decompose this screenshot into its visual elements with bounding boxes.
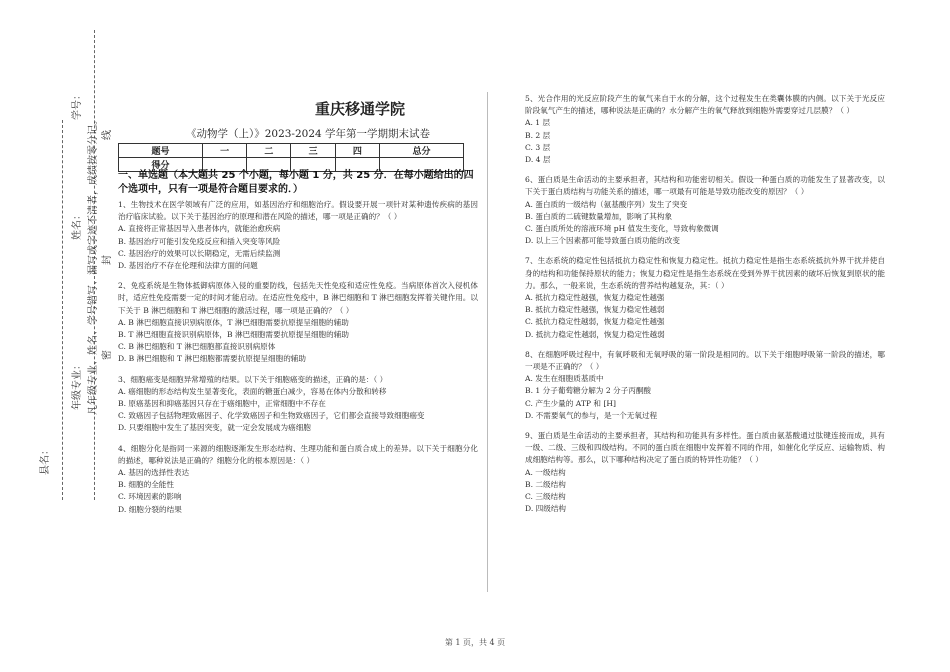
left-column bbox=[118, 169, 478, 524]
answer-option[interactable]: A. 发生在细胞质基质中 bbox=[525, 374, 604, 384]
question-stem: 8、在细胞呼吸过程中，有氧呼吸和无氧呼吸的第一阶段是相同的。以下关于细胞呼吸第一阶段的描述，哪一项是不正确的？（ ） bbox=[525, 349, 885, 372]
score-header-cell: 二 bbox=[247, 144, 291, 158]
answer-option[interactable]: C. 环境因素的影响 bbox=[118, 492, 182, 502]
question-block bbox=[118, 199, 478, 272]
question-stem: 5、光合作用的光反应阶段产生的氧气来自于水的分解，这个过程发生在类囊体膜的内侧。以下关于光反应阶段氧气产生的描述，哪种说法是正确的？水分解产生的氧气释放到细胞外需要穿过几层膜？（ ） bbox=[525, 94, 885, 116]
answer-option[interactable]: A. 基因的选择性表达 bbox=[118, 468, 190, 478]
answer-option[interactable]: D. 以上三个因素都可能导致蛋白质功能的改变 bbox=[525, 236, 680, 246]
right-column bbox=[525, 93, 885, 524]
exam-title: 《动物学（上）》2023-2024 学年第一学期期末试卷 bbox=[185, 128, 431, 140]
score-header-cell: 总分 bbox=[379, 144, 463, 158]
answer-option[interactable]: C. 致癌因子包括物理致癌因子、化学致癌因子和生物致癌因子，它们都会直接导致细胞癌变 bbox=[118, 411, 425, 421]
binding-margin bbox=[0, 0, 113, 672]
binding-xingming-label: 姓名： bbox=[72, 210, 83, 240]
answer-option[interactable]: A. 直接将正常基因导入患者体内，就能治愈疾病 bbox=[118, 224, 281, 234]
answer-option[interactable]: B. 二级结构 bbox=[525, 479, 566, 489]
answer-option[interactable]: B. 基因治疗可能引发免疫反应和插入突变等风险 bbox=[118, 236, 281, 246]
score-header-cell: 题号 bbox=[119, 144, 203, 158]
answer-option[interactable]: C. 3 层 bbox=[525, 142, 551, 152]
right-question-list bbox=[525, 93, 885, 516]
answer-option[interactable]: C. B 淋巴细胞和 T 淋巴细胞都直接识别病原体 bbox=[118, 342, 276, 352]
answer-option[interactable]: D. 不需要氧气的参与，是一个无氧过程 bbox=[525, 410, 658, 420]
binding-xianming-label: 县名： bbox=[40, 445, 51, 475]
answer-option[interactable]: C. 产生少量的 ATP 和 [H] bbox=[525, 398, 616, 408]
score-header-cell: 三 bbox=[291, 144, 335, 158]
answer-option[interactable]: B. 抵抗力稳定性越强，恢复力稳定性越弱 bbox=[525, 305, 665, 315]
answer-option[interactable]: A. 一级结构 bbox=[525, 467, 566, 477]
answer-option[interactable]: A. B 淋巴细胞直接识别病原体，T 淋巴细胞需要抗原提呈细胞的辅助 bbox=[118, 317, 349, 327]
binding-xian-mark: 线 bbox=[102, 130, 113, 140]
dashed-line-inner bbox=[62, 120, 63, 500]
answer-option[interactable]: C. 抵抗力稳定性越弱，恢复力稳定性越强 bbox=[525, 317, 665, 327]
school-name: 重庆移通学院 bbox=[314, 100, 405, 118]
answer-option[interactable]: B. 原癌基因和抑癌基因只存在于癌细胞中，正常细胞中不存在 bbox=[118, 399, 326, 409]
left-question-list bbox=[118, 199, 478, 516]
answer-option[interactable]: D. 4 层 bbox=[525, 155, 551, 165]
answer-option[interactable]: C. 三级结构 bbox=[525, 492, 566, 502]
question-block bbox=[118, 443, 478, 516]
score-row-label: 得分 bbox=[119, 158, 203, 172]
score-header-cell: 四 bbox=[335, 144, 379, 158]
answer-option[interactable]: D. 四级结构 bbox=[525, 504, 567, 514]
question-stem: 2、免疫系统是生物体抵御病原体入侵的重要防线，包括先天性免疫和适应性免疫。当病原体首次入侵机体时，适应性免疫需要一定的时间才能启动。在适应性免疫中，B 淋巴细胞和 T 淋巴细胞发挥着关键作用。以下关于 B 淋巴细胞和 T 淋巴细胞的激活过程，哪一项是正确的？（ ） bbox=[118, 281, 478, 315]
answer-option[interactable]: C. 基因治疗的效果可以长期稳定，无需后续监测 bbox=[118, 248, 281, 258]
answer-option[interactable]: D. 只要细胞中发生了基因突变，就一定会发展成为癌细胞 bbox=[118, 423, 311, 433]
answer-option[interactable]: B. 蛋白质的二硫键数量增加，影响了其构象 bbox=[525, 211, 673, 221]
question-stem: 9、蛋白质是生命活动的主要承担者，其结构和功能具有多样性。蛋白质由氨基酸通过肽键连接而成，具有一级、二级、三级和四级结构。不同的蛋白质在细胞中发挥着不同的作用，如催化化学反应、运输物质、构成细胞结构等。那么，以下哪种结构决定了蛋白质的特异性功能？（ ） bbox=[525, 431, 885, 465]
question-block bbox=[525, 430, 885, 515]
binding-mi-mark: 密 bbox=[102, 350, 113, 360]
question-stem: 3、细胞癌变是细胞异常增殖的结果。以下关于细胞癌变的描述，正确的是：（ ） bbox=[118, 374, 388, 384]
question-stem: 4、细胞分化是指同一来源的细胞逐渐发生形态结构、生理功能和蛋白质合成上的差异。以下关于细胞分化的描述，哪种说法是正确的？细胞分化的根本原因是：（ ） bbox=[118, 443, 478, 465]
answer-option[interactable]: B. 细胞的全能性 bbox=[118, 480, 174, 490]
answer-option[interactable]: A. 癌细胞的形态结构发生显著变化，表面的糖蛋白减少，容易在体内分散和转移 bbox=[118, 386, 387, 396]
answer-option[interactable]: A. 抵抗力稳定性越强，恢复力稳定性越强 bbox=[525, 293, 665, 303]
score-table bbox=[118, 143, 464, 172]
question-stem: 1、生物技术在医学领域有广泛的应用，如基因治疗和细胞治疗。假设要开展一项针对某种遗传疾病的基因治疗临床试验。以下关于基因治疗的原理和潜在风险的描述，哪一项是正确的？（ ） bbox=[118, 200, 478, 222]
answer-option[interactable]: A. 1 层 bbox=[525, 118, 551, 128]
score-header-cell: 一 bbox=[203, 144, 247, 158]
answer-option[interactable]: B. T 淋巴细胞直接识别病原体，B 淋巴细胞需要抗原提呈细胞的辅助 bbox=[118, 330, 349, 340]
answer-option[interactable]: D. 抵抗力稳定性越弱，恢复力稳定性越弱 bbox=[525, 329, 665, 339]
answer-option[interactable]: B. 1 分子葡萄糖分解为 2 分子丙酮酸 bbox=[525, 386, 652, 396]
section-title: 一、单选题（本大题共 25 个小题，每小题 1 分，共 25 分．在每小题给出的四个选项中，只有一项是符合题目要求的．） bbox=[118, 170, 474, 195]
answer-option[interactable]: D. B 淋巴细胞和 T 淋巴细胞都需要抗原提呈细胞的辅助 bbox=[118, 354, 306, 364]
answer-option[interactable]: C. 蛋白质所处的溶液环境 pH 值发生变化，导致构象微调 bbox=[525, 224, 719, 234]
question-block bbox=[525, 93, 885, 166]
binding-xuehao-label: 学号： bbox=[72, 90, 83, 120]
binding-feng-mark: 封 bbox=[102, 255, 113, 265]
answer-option[interactable]: D. 基因治疗不存在伦理和法律方面的问题 bbox=[118, 261, 258, 271]
binding-notice: 凡年级专业、姓名、学号错写、漏写或字迹不清者，成绩按零分记。 bbox=[88, 115, 99, 415]
question-block bbox=[525, 255, 885, 340]
answer-option[interactable]: B. 2 层 bbox=[525, 130, 551, 140]
page-footer: 第 1 页，共 4 页 bbox=[444, 638, 506, 647]
answer-option[interactable]: A. 蛋白质的一级结构（氨基酸序列）发生了突变 bbox=[525, 199, 688, 209]
column-divider bbox=[487, 92, 488, 592]
question-stem: 7、生态系统的稳定性包括抵抗力稳定性和恢复力稳定性。抵抗力稳定性是指生态系统抵抗外界干扰并使自身的结构和功能保持原状的能力；恢复力稳定性是指生态系统在受到外界干扰因素的破坏后恢复到原状的能力。那么，一般来说，生态系统的营养结构越复杂，其：（ ） bbox=[525, 256, 885, 290]
score-table-header-row bbox=[119, 144, 464, 158]
answer-option[interactable]: D. 细胞分裂的结果 bbox=[118, 504, 182, 514]
question-block bbox=[118, 280, 478, 365]
question-block bbox=[525, 174, 885, 247]
question-stem: 6、蛋白质是生命活动的主要承担者，其结构和功能密切相关。假设一种蛋白质的功能发生了显著改变，以下关于蛋白质结构与功能关系的描述，哪一项最有可能是导致功能改变的原因？（ ） bbox=[525, 175, 885, 197]
binding-nianji-label: 年级专业： bbox=[72, 360, 83, 410]
question-block bbox=[525, 349, 885, 422]
question-block bbox=[118, 374, 478, 435]
